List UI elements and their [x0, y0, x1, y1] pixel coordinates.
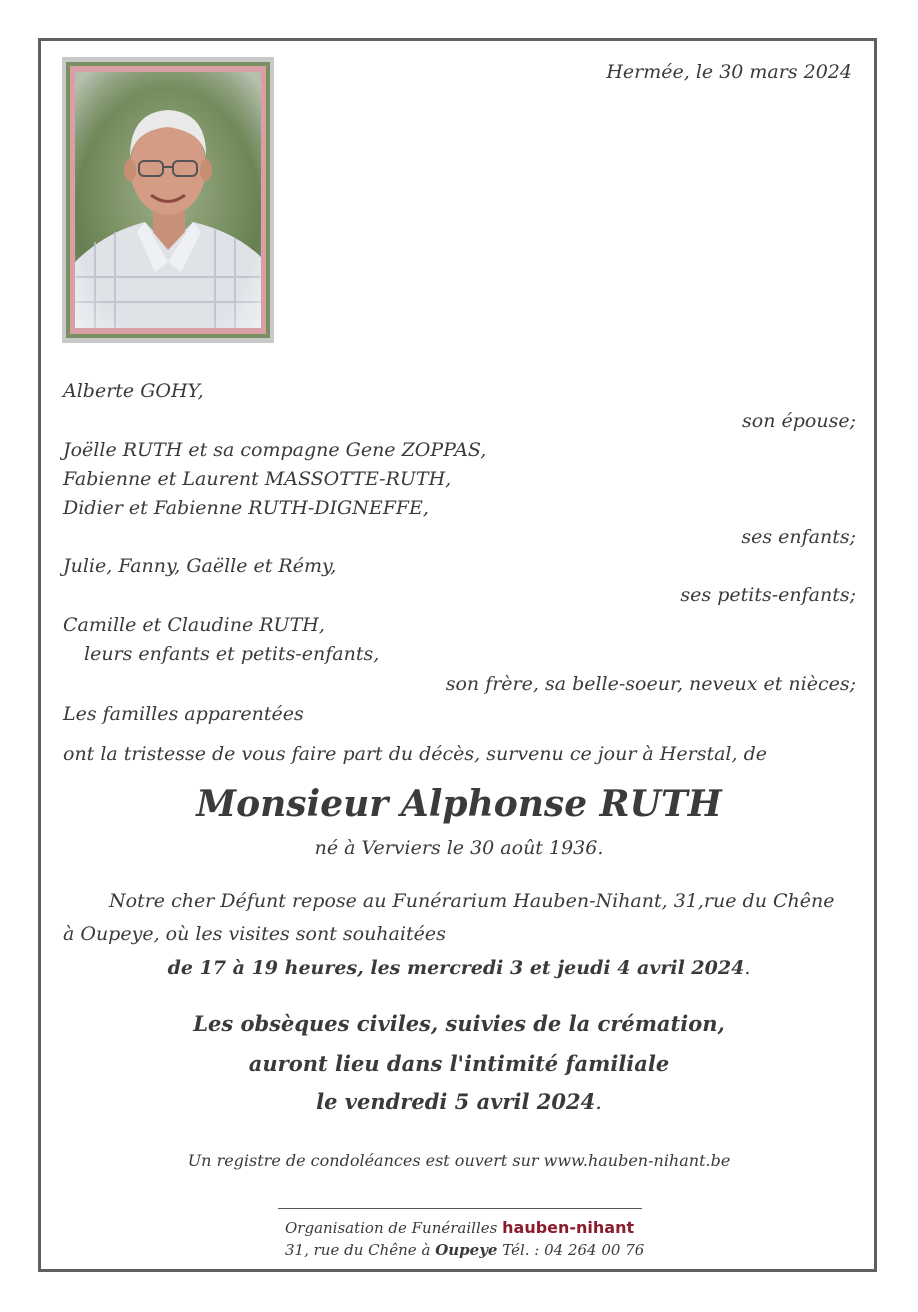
- footer-org-label: Organisation de Funérailles: [285, 1219, 498, 1237]
- family-role-spouse: son épouse;: [742, 410, 856, 432]
- announcement-text: ont la tristesse de vous faire part du décès, survenu ce jour à Herstal, de: [63, 743, 767, 765]
- portrait-image: [75, 72, 261, 328]
- footer-town: Oupeye: [435, 1241, 498, 1259]
- footer-org: [285, 1218, 634, 1237]
- family-role-children: ses enfants;: [741, 526, 856, 548]
- footer-phone: Tél. : 04 264 00 76: [502, 1241, 645, 1259]
- family-name-relatives: Les familles apparentées: [63, 703, 304, 725]
- footer-address: 31, rue du Chêne à Oupeye Tél. : 04 264 00 76: [285, 1241, 645, 1259]
- funeral-date: le vendredi 5 avril 2024.: [316, 1089, 602, 1114]
- footer-divider: [278, 1208, 642, 1209]
- portrait-photo: [62, 57, 274, 343]
- place-date: Hermée, le 30 mars 2024: [606, 61, 852, 83]
- family-role-sibling: son frère, sa belle-soeur, neveux et nièces;: [445, 673, 856, 695]
- family-name-child: Didier et Fabienne RUTH-DIGNEFFE,: [63, 497, 429, 519]
- visits-line-1: Notre cher Défunt repose au Funérarium Hauben-Nihant, 31,rue du Chêne: [109, 890, 835, 912]
- visits-hours: de 17 à 19 heures, les mercredi 3 et jeudi 4 avril 2024.: [167, 957, 751, 979]
- family-name-sibling: Camille et Claudine RUTH,: [63, 614, 325, 636]
- visits-line-2: à Oupeye, où les visites sont souhaitées: [63, 923, 446, 945]
- family-name-grandchildren: Julie, Fanny, Gaëlle et Rémy,: [63, 555, 337, 577]
- family-name-child: Joëlle RUTH et sa compagne Gene ZOPPAS,: [63, 439, 487, 461]
- funeral-line-1: Les obsèques civiles, suivies de la crémation,: [193, 1011, 725, 1036]
- family-name-sibling-descendants: leurs enfants et petits-enfants,: [84, 643, 380, 665]
- brand-logo: hauben-nihant: [502, 1218, 635, 1237]
- condolences-note: Un registre de condoléances est ouvert sur www.hauben-nihant.be: [187, 1151, 731, 1170]
- family-role-grandchildren: ses petits-enfants;: [680, 584, 856, 606]
- family-name-spouse: Alberte GOHY,: [63, 380, 204, 402]
- funeral-line-2: auront lieu dans l'intimité familiale: [248, 1051, 670, 1076]
- deceased-birth: né à Verviers le 30 août 1936.: [314, 837, 604, 859]
- deceased-name: Monsieur Alphonse RUTH: [196, 783, 722, 825]
- family-name-child: Fabienne et Laurent MASSOTTE-RUTH,: [63, 468, 452, 490]
